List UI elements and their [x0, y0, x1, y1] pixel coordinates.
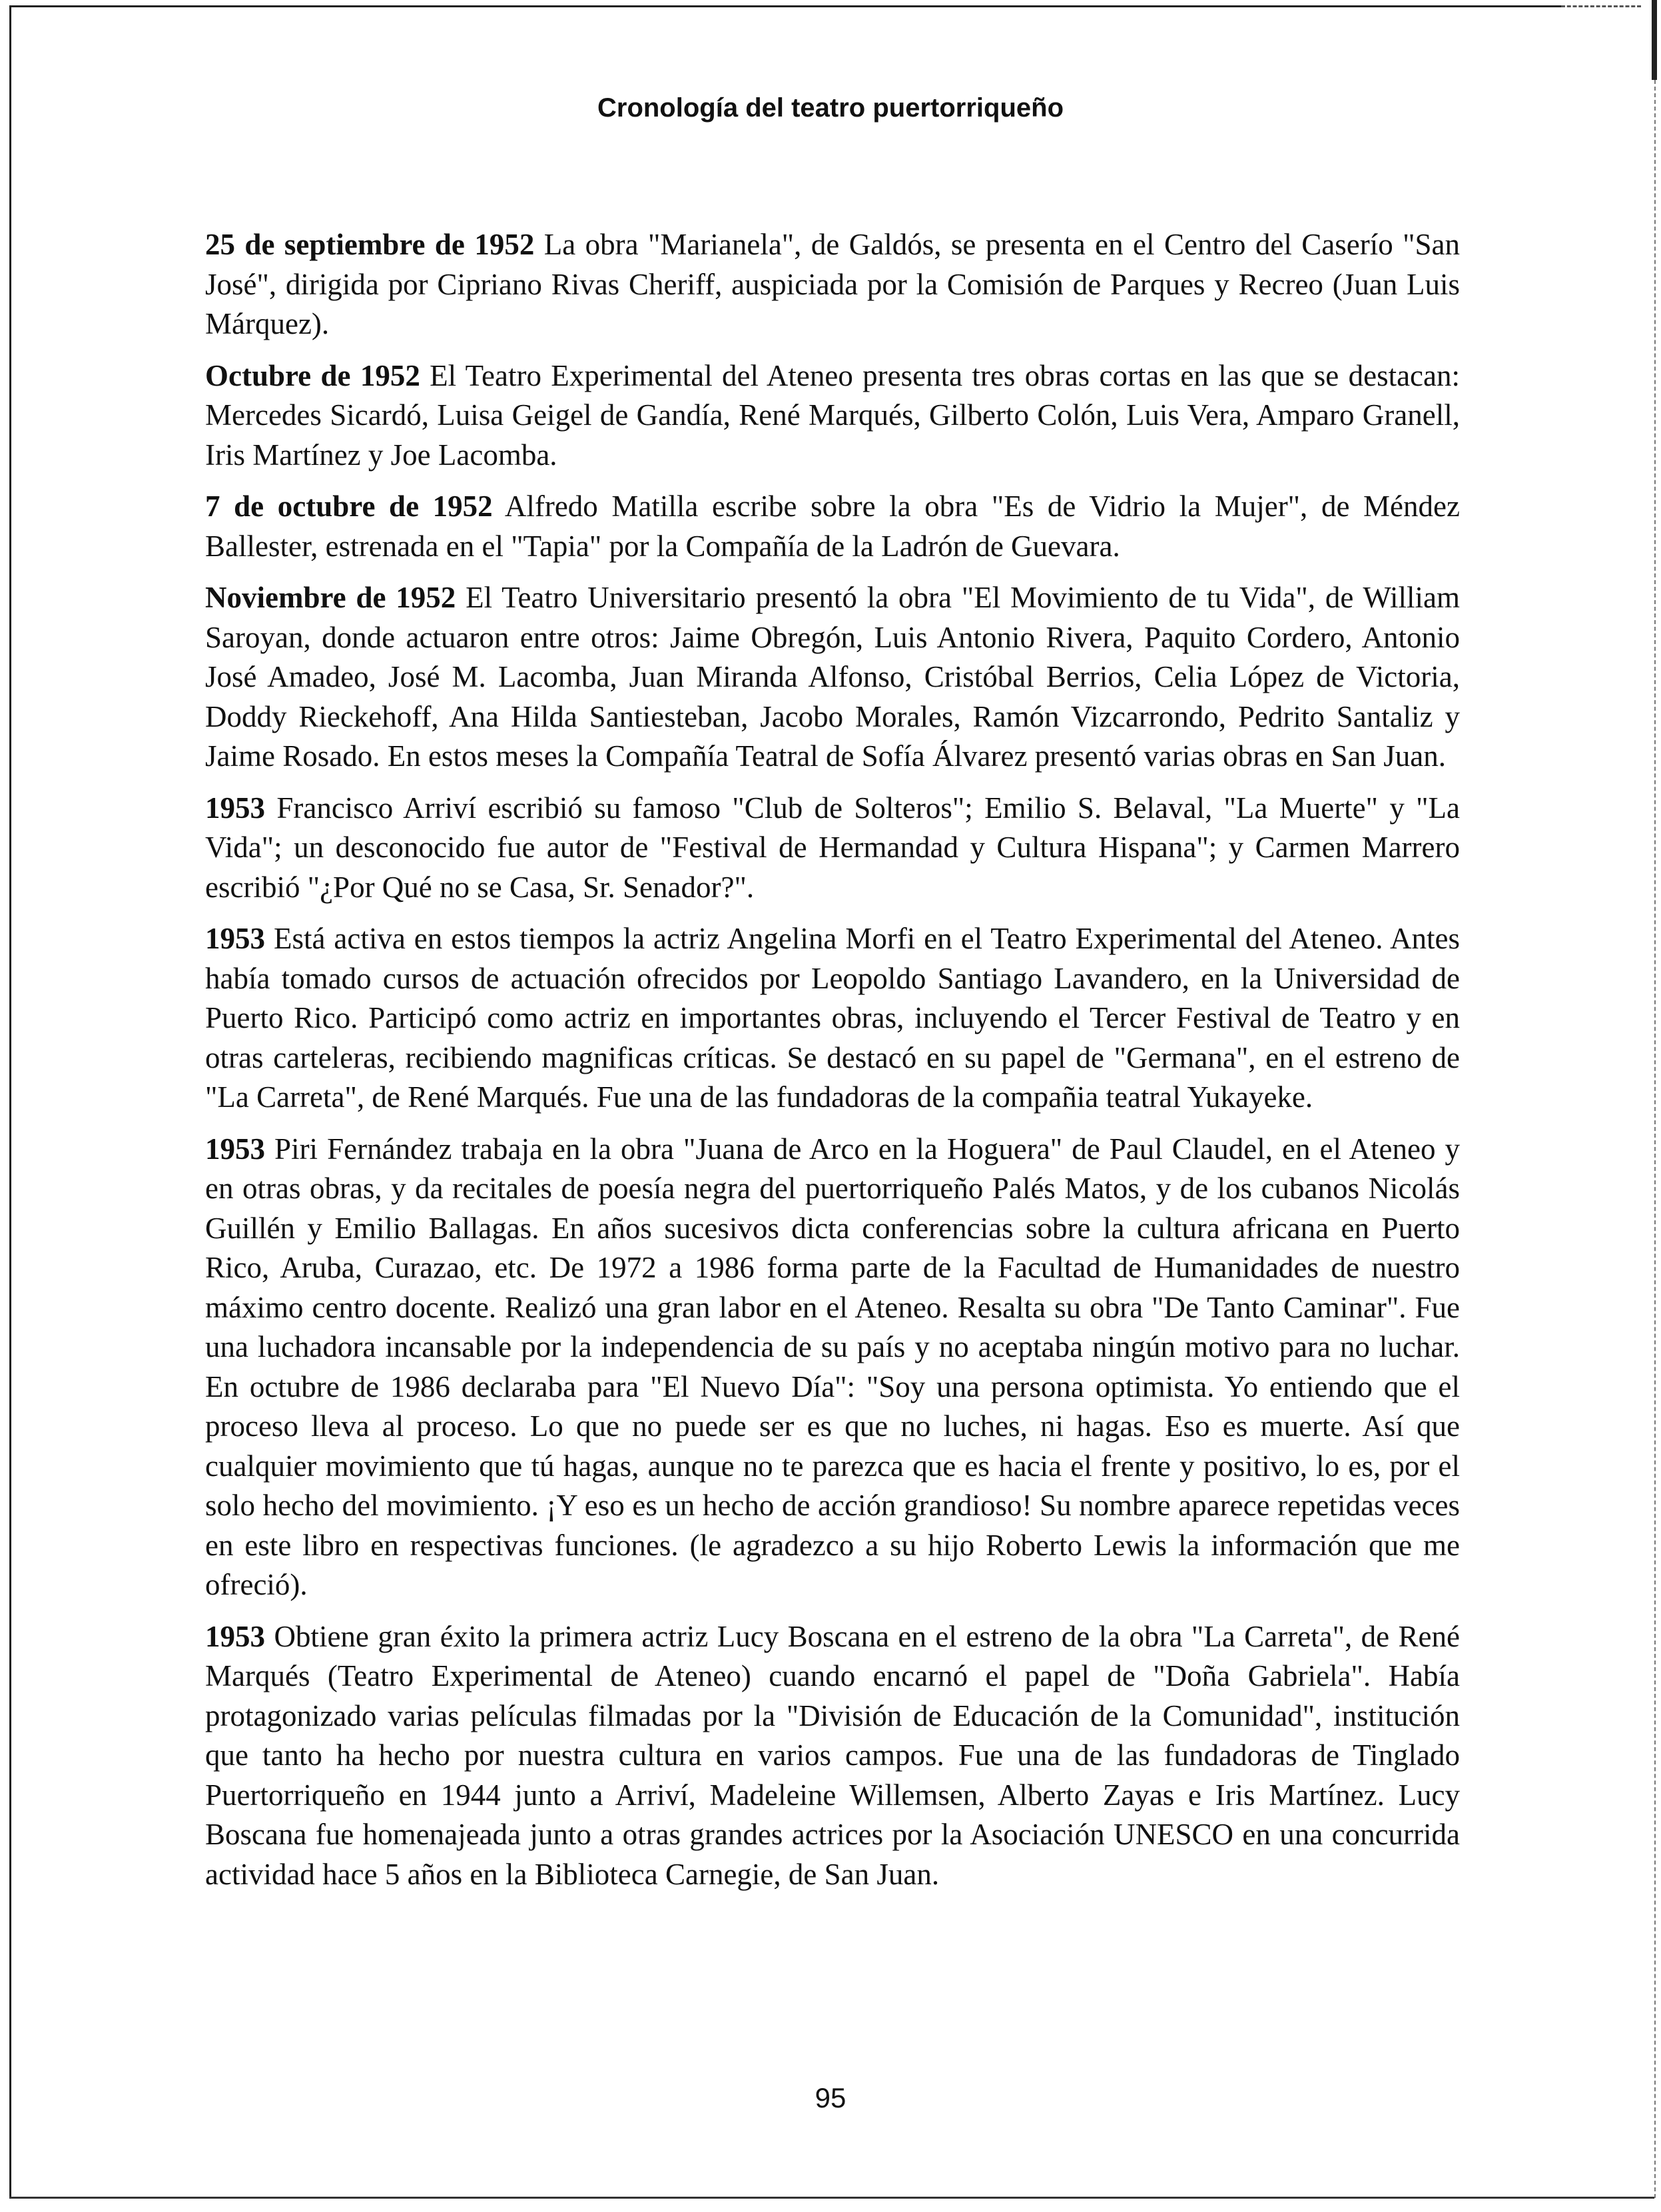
chronology-body: [205, 225, 1460, 1906]
running-header: Cronología del teatro puertorriqueño: [597, 93, 1064, 123]
entry-text: Piri Fernández trabaja en la obra "Juana de Arco en la Hoguera" de Paul Claudel, en el Ateneo y en otras obras, y da recitales de poesía negra del puertorriqueño Palés Matos, y de los cubanos Nicolás Guillén y Emilio Ballagas. En años sucesivos dicta conferencias sobre la cultura africana en Puerto Rico, Aruba, Curazao, etc. De 1972 a 1986 forma parte de la Facultad de Humanidades de nuestro máximo centro docente. Realizó una gran labor en el Ateneo. Resalta su obra "De Tanto Caminar". Fue una luchadora incansable por la independencia de su país y no aceptaba ningún motivo para no luchar. En octubre de 1986 declaraba para "El Nuevo Día": "Soy una persona optimista. Yo entiendo que el proceso lleva al proceso. Lo que no puede ser es que no luches, ni hagas. Eso es muerte. Así que cualquier movimiento que tú hagas, aunque no te parezca que es hacia el frente y positivo, lo es, por el solo hecho del movimiento. ¡Y eso es un hecho de acción grandioso! Su nombre aparece repetidas veces en este libro en respectivas funciones. (le agradezco a su hijo Roberto Lewis la información que me ofreció).: [205, 1132, 1461, 1601]
scan-border-bottom: [9, 2197, 1654, 2199]
entry-date: 1953: [205, 791, 265, 825]
entry-date: Noviembre de 1952: [205, 581, 456, 614]
entry-date: 1953: [205, 922, 265, 955]
entry-date: Octubre de 1952: [205, 358, 420, 392]
chronology-entry: [205, 1617, 1460, 1895]
entry-text: Alfredo Matilla escribe sobre la obra "Es de Vidrio la Mujer", de Méndez Ballester, estrenada en el "Tapia" por la Compañía de la Ladrón de Guevara.: [205, 490, 1460, 563]
scan-border-top: [9, 5, 1561, 7]
scan-border-top-dashed: [1561, 5, 1641, 7]
scan-border-left: [9, 5, 11, 2197]
entry-date: 1953: [205, 1619, 265, 1653]
entry-date: 1953: [205, 1132, 265, 1166]
entry-text: Francisco Arriví escribió su famoso "Club de Solteros"; Emilio S. Belaval, "La Muerte" y "La Vida"; un desconocido fue autor de "Festival de Hermandad y Cultura Hispana"; y Carmen Marrero escribió "¿Por Qué no se Casa, Sr. Senador?".: [205, 791, 1461, 904]
page-number: 95: [815, 2082, 846, 2113]
scan-border-right-thin: [1654, 80, 1656, 2198]
chronology-entry: [205, 487, 1460, 566]
chronology-entry: [205, 789, 1460, 908]
entry-text: Está activa en estos tiempos la actriz Angelina Morfi en el Teatro Experimental del Ateneo. Antes había tomado cursos de actuación ofrecidos por Leopoldo Santiago Lavandero, en la Universidad de Puerto Rico. Participó como actriz en importantes obras, incluyendo el Tercer Festival de Teatro y en otras carteleras, recibiendo magnificas críticas. Se destacó en su papel de "Germana", en el estreno de "La Carreta", de René Marqués. Fue una de las fundadoras de la compañia teatral Yukayeke.: [205, 922, 1461, 1114]
scan-border-right-thick: [1652, 0, 1657, 80]
entry-text: El Teatro Universitario presentó la obra "El Movimiento de tu Vida", de William Saroyan, donde actuaron entre otros: Jaime Obregón, Luis Antonio Rivera, Paquito Cordero, Antonio José Amadeo, José M. Lacomba, Juan Miranda Alfonso, Cristóbal Berrios, Celia López de Victoria, Doddy Rieckehoff, Ana Hilda Santiesteban, Jacobo Morales, Ramón Vizcarrondo, Pedrito Santaliz y Jaime Rosado. En estos meses la Compañía Teatral de Sofía Álvarez presentó varias obras en San Juan.: [205, 581, 1461, 773]
entry-date: 25 de septiembre de 1952: [205, 228, 535, 261]
chronology-entry: [205, 356, 1460, 476]
entry-text: El Teatro Experimental del Ateneo presenta tres obras cortas en las que se destacan: Mercedes Sicardó, Luisa Geigel de Gandía, René Marqués, Gilberto Colón, Luis Vera, Amparo Granell, Iris Martínez y Joe Lacomba.: [205, 358, 1461, 472]
entry-date: 7 de octubre de 1952: [205, 490, 493, 523]
chronology-entry: [205, 1130, 1460, 1605]
chronology-entry: [205, 225, 1460, 344]
chronology-entry: [205, 578, 1460, 777]
entry-text: Obtiene gran éxito la primera actriz Lucy Boscana en el estreno de la obra "La Carreta", de René Marqués (Teatro Experimental de Ateneo) cuando encarnó el papel de "Doña Gabriela". Había protagonizado varias películas filmadas por la "División de Educación de la Comunidad", institución que tanto ha hecho por nuestra cultura en varios campos. Fue una de las fundadoras de Tinglado Puertorriqueño en 1944 junto a Arriví, Madeleine Willemsen, Alberto Zayas e Iris Martínez. Lucy Boscana fue homenajeada junto a otras grandes actrices por la Asociación UNESCO en una concurrida actividad hace 5 años en la Biblioteca Carnegie, de San Juan.: [205, 1619, 1460, 1891]
entry-text: La obra "Marianela", de Galdós, se presenta en el Centro del Caserío "San José", dirigida por Cipriano Rivas Cheriff, auspiciada por la Comisión de Parques y Recreo (Juan Luis Márquez).: [205, 228, 1461, 340]
chronology-entry: [205, 919, 1460, 1118]
